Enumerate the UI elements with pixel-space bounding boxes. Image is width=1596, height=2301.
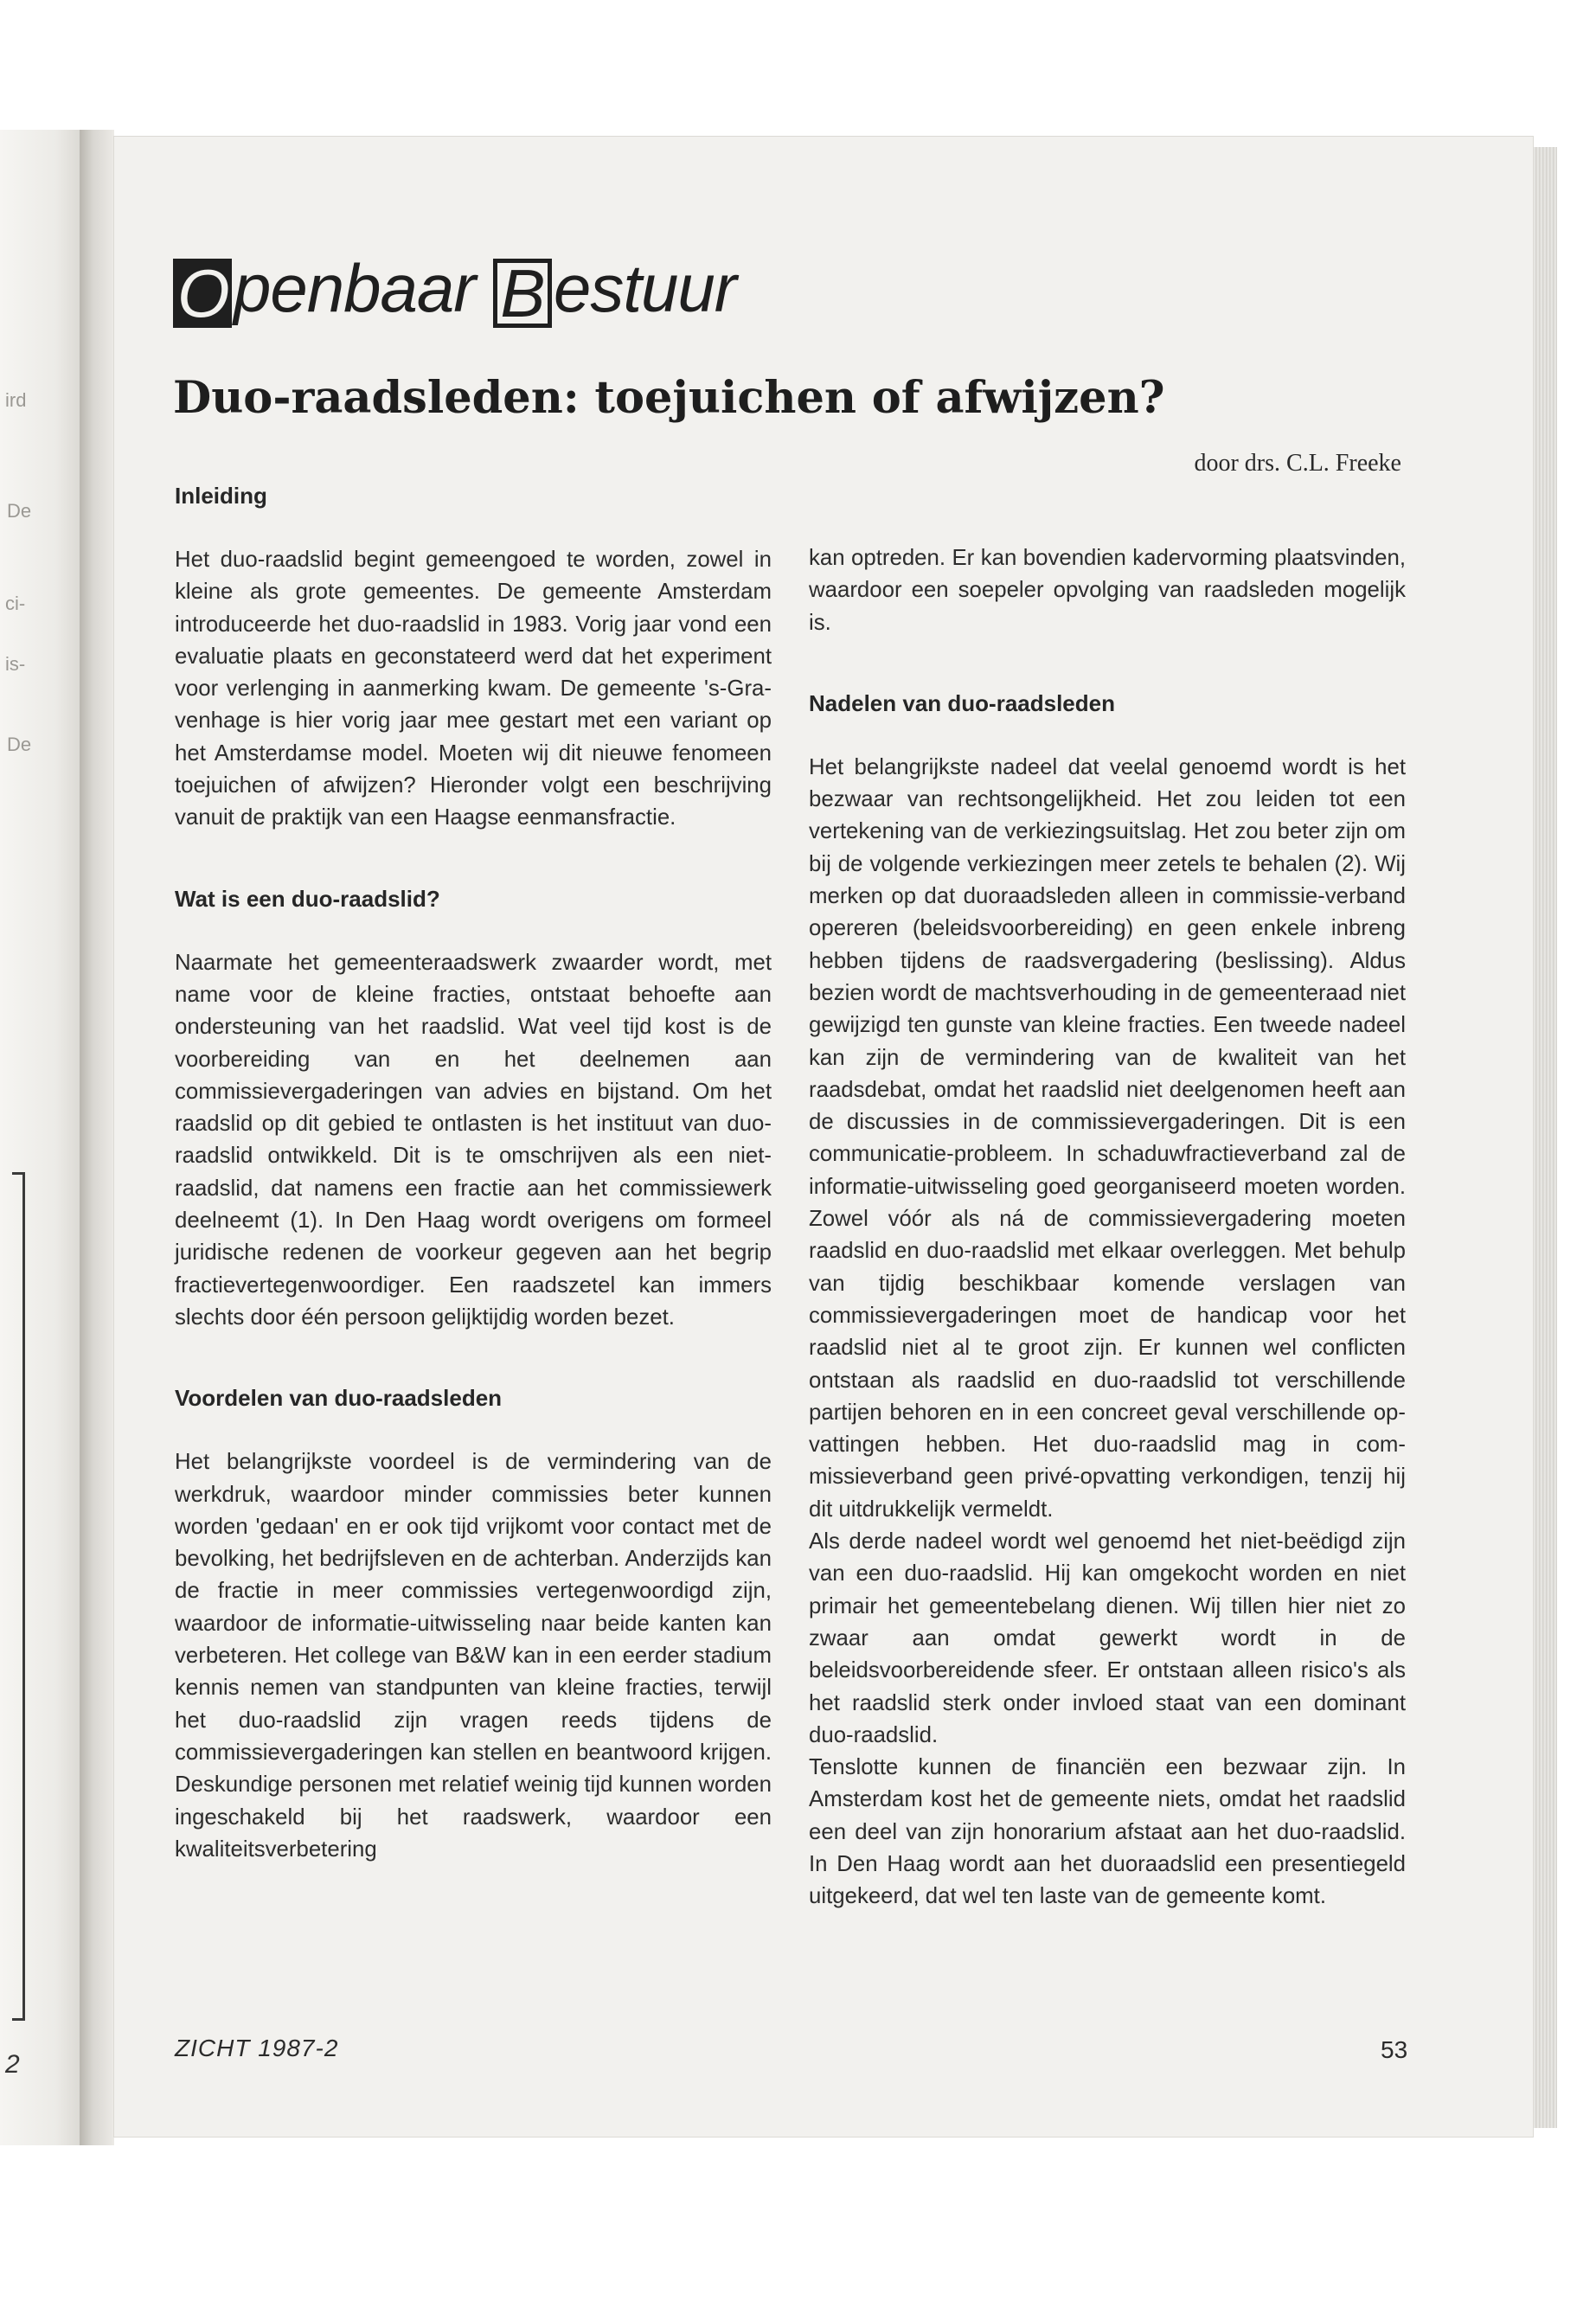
section-heading-nadelen: Nadelen van duo-raadsleden [809, 689, 1115, 716]
book-spine-shadow [80, 130, 114, 2145]
section-heading-inleiding: Inleiding [175, 483, 267, 509]
paragraph-inleiding: Het duo-raadslid begint gemeengoed te worden, zowel in kleine als grote gemeentes. De gemeente Amsterdam introduceerde het duo-raadslid in 1983. Vorig jaar vond een evaluatie plaats en geconstateerd werd dat het experiment voor verlenging in aanmerking kwam. De gemeente 's-Gravenhage is hier vorig jaar mee gestart met een variant op het Amsterdamse model. Moeten wij dit nieuwe fenomeen toejuichen of afwijzen? Hieronder volgt een beschrijving vanuit de praktijk van een Haagse eenmansfractie. [175, 548, 772, 830]
masthead-word: estuur [553, 250, 736, 326]
bleed-fragment: is- [5, 653, 26, 675]
masthead-word: penbaar [234, 250, 476, 326]
journal-issue: ZICHT 1987-2 [175, 2035, 339, 2061]
masthead-boxed-letter: O [173, 259, 232, 328]
bleed-fragment: De [7, 734, 32, 755]
paragraph-wat-is: Naarmate het gemeenteraadswerk zwaarder wordt, met name voor de kleine fracties, ontstaat behoefte aan ondersteuning van het raadslid. Wat veel tijd kost is de voorbereiding van en het deelnemen aan commissievergaderingen van advies en bijstand. Om het raadslid op dit gebied te ontlasten is het instituut van duo-raadslid ontwikkeld. Dit is te omschrijven als een niet-raadslid, dat namens een fractie aan het commissiewerk deelneemt (1). In Den Haag wordt overigens om formeel juridische redenen de voorkeur gegeven aan het begrip fractievertegenwoordiger. Een raadszetel kan immers slechts door één persoon gelijktijdig worden bezet. [175, 950, 772, 1330]
previous-page-bracket [12, 1172, 25, 2021]
section-masthead [173, 249, 736, 331]
paragraph-nadelen-2: Als derde nadeel wordt wel genoemd het niet-beëdigd zijn van een duo-raadslid. Hij kan omgekocht worden en niet primair het gemeentebelang dienen. Wij tillen hier niet zo zwaar aan omdat gewerkt wordt in de beleidsvoorbereidende sfeer. Er ontstaan alleen risico's als het raadslid sterk onder invloed staat van een dominant duo-raadslid. [809, 1529, 1406, 1747]
masthead-boxed-letter: B [493, 259, 552, 328]
bleed-fragment: ird [5, 389, 27, 411]
article-title: Duo-raadsleden: toejuichen of afwijzen? [173, 372, 1165, 424]
paragraph-nadelen-3: Tenslotte kunnen de financiën een bezwaar zijn. In Amsterdam kost het de gemeente niets, omdat het raadslid een deel van zijn honorarium afstaat aan het duo-raadslid. In Den Haag wordt aan het duoraadslid een presentiegeld uitgekeerd, dat wel ten laste van de gemeente komt. [809, 1755, 1406, 1909]
page-number: 53 [1381, 2036, 1408, 2063]
bleed-fragment: ci- [5, 593, 26, 614]
page-stack-edge [1533, 147, 1557, 2128]
paragraph-voordelen-continued: kan optreden. Er kan bovendien kadervorming plaatsvinden, waardoor een soepeler opvolging van raadsleden mogelijk is. [809, 546, 1406, 635]
article-author: door drs. C.L. Freeke [1194, 450, 1401, 477]
previous-page-number: 2 [5, 2050, 20, 2079]
right-column [809, 542, 1406, 1913]
paragraph-voordelen: Het belangrijkste voordeel is de vermindering van de werkdruk, waardoor minder commissies beter kunnen worden 'gedaan' en er ook tijd vrijkomt voor contact met de bevolking, het bedrijfsleven en de achterban. Anderzijds kan de fractie in meer commissies vertegenwoordigd zijn, waardoor de informatie-uitwisseling naar beide kanten kan verbeteren. Het college van B&W kan in een eerder stadium kennis nemen van standpunten van kleine fracties, terwijl het duo-raadslid zijn vragen reeds tijdens de commissievergaderingen kan stellen en beantwoord krijgen. Deskundige personen met relatief weinig tijd kunnen worden ingeschakeld bij het raadswerk, waardoor een kwaliteitsverbetering [175, 1450, 772, 1862]
paragraph-nadelen-1: Het belangrijkste nadeel dat veelal genoemd wordt is het bezwaar van rechtsongelijkheid. Het zou leiden tot een vertekening van de verkiezingsuitslag. Het zou beter zijn om bij de volgende verkiezingen meer zetels te behalen (2). Wij merken op dat duoraadsleden alleen in commissie-verband opereren (beleidsvoorbereiding) en geen enkele inbreng hebben tijdens de raadsvergadering (beslissing). Aldus bezien wordt de machtsverhouding in de gemeenteraad niet gewijzigd ten gunste van kleine fracties. Een tweede nadeel kan zijn de vermindering van de kwaliteit van het raadsdebat, omdat het raadslid niet deelgenomen heeft aan de discussies in de commissievergaderingen. Dit is een communicatie-probleem. In schaduwfractieverband zal de informatie-uitwisseling goed georganiseerd moeten worden. Zowel vóór als ná de commissievergadering moeten raadslid en duo-raadslid met elkaar overleggen. Met behulp van tijdig beschikbaar komende verslagen van commissievergaderingen moet de handicap voor het raadslid niet al te groot zijn. Er kunnen wel conflicten ontstaan als raadslid en duo-raadslid tot verschillende partijen behoren en in een concreet geval verschillende opvattingen hebben. Het duo-raadslid mag in commissieverband geen privé-opvatting verkondigen, tenzij hij dit uitdrukkelijk vermeldt. [809, 754, 1406, 1522]
section-heading-wat-is: Wat is een duo-raadslid? [175, 885, 440, 912]
section-heading-voordelen: Voordelen van duo-raadsleden [175, 1385, 503, 1412]
left-column [175, 480, 772, 1866]
bleed-fragment: De [7, 500, 32, 522]
